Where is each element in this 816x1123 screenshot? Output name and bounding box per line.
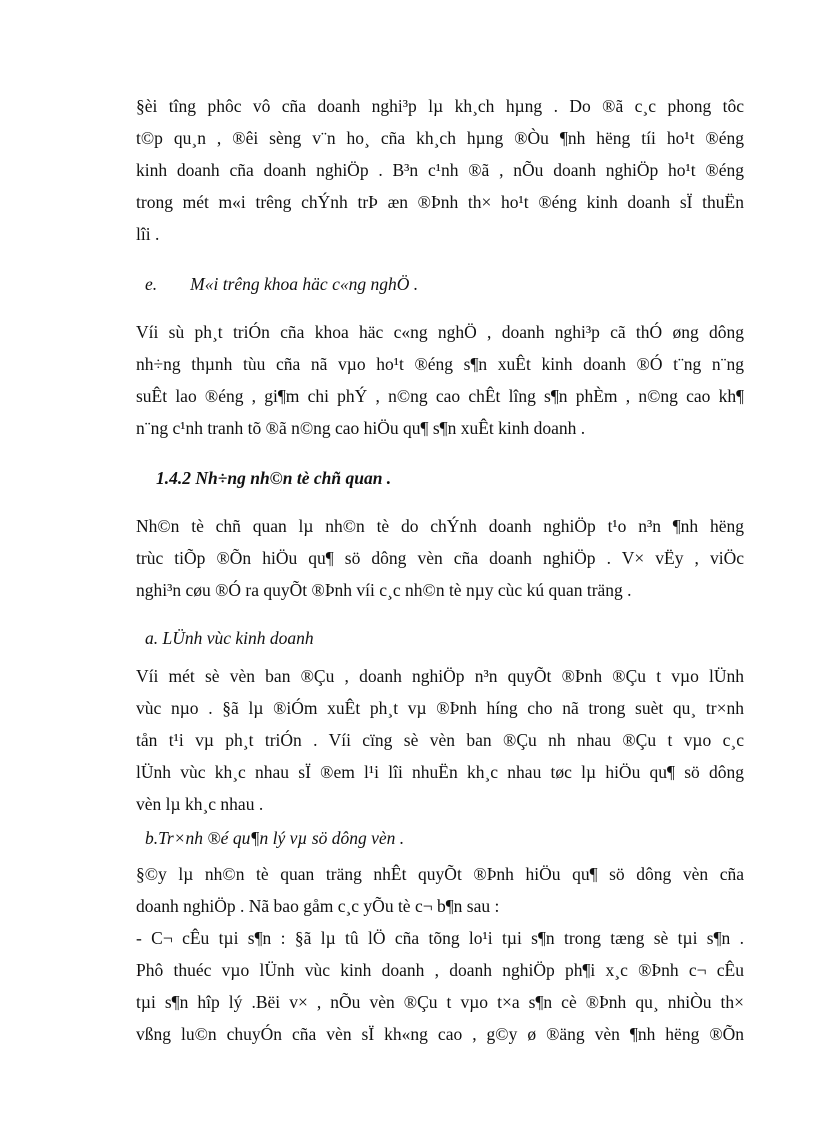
text-line: n¨ng c¹nh tranh tõ ®ã n©ng cao hiÖu qu¶ s¶n xuÊt kinh doanh .	[136, 418, 586, 438]
paragraph-management	[136, 858, 744, 922]
subheading-b	[145, 822, 745, 854]
text-line: vùc nµo . §ã lµ ®iÓm xuÊt ph¸t vµ ®Þnh híng cho nã trong suèt qu¸ tr×nh	[136, 698, 744, 718]
text-line: vßng lu©n chuyÓn cña vèn sÏ kh«ng cao , g©y ø ®äng vèn ¶nh hëng ®Õn	[136, 1024, 744, 1044]
text-line: trùc tiÕp ®Õn hiÖu qu¶ sö dông vèn cña doanh nghiÖp . V× vËy , viÖc	[136, 548, 744, 568]
subheading-text: b.Tr×nh ®é qu¶n lý vµ sö dông vèn .	[145, 828, 405, 848]
text-line: tån t¹i vµ ph¸t triÓn . Víi cïng sè vèn ban ®Çu nh nhau ®Çu t vµo c¸c	[136, 730, 744, 750]
subheading-marker: e.	[145, 274, 158, 294]
text-line: tµi s¶n hîp lý .Bëi v× , nÕu vèn ®Çu t vµo t×a s¶n cè ®Þnh qu¸ nhiÒu th×	[136, 992, 744, 1012]
text-line: kinh doanh cña doanh nghiÖp . B³n c¹nh ®ã , nÕu doanh nghiÖp ho¹t ®éng	[136, 160, 744, 180]
text-line: vèn lµ kh¸c nhau .	[136, 794, 264, 814]
text-line: t©p qu¸n , ®êi sèng v¨n ho¸ cña kh¸ch hµng ®Òu ¶nh hëng tíi ho¹t ®éng	[136, 128, 744, 148]
section-heading: 1.4.2 Nh÷ng nh©n tè chñ quan .	[156, 468, 392, 488]
paragraph-subjective	[136, 510, 744, 606]
text-line: §©y lµ nh©n tè quan träng nhÊt quyÕt ®Þnh hiÖu qu¶ sö dông vèn cña	[136, 864, 744, 884]
text-line: nh÷ng thµnh tùu cña nã vµo ho¹t ®éng s¶n xuÊt kinh doanh ®Ó t¨ng n¨ng	[136, 354, 744, 374]
paragraph-asset-structure	[136, 922, 744, 1050]
text-line: doanh nghiÖp . Nã bao gåm c¸c yÕu tè c¬ b¶n sau :	[136, 896, 500, 916]
subheading-text: a. LÜnh vùc kinh doanh	[145, 628, 314, 648]
text-line: nghi³n cøu ®Ó ra quyÕt ®Þnh víi c¸c nh©n tè nµy cùc kú quan träng .	[136, 580, 632, 600]
text-line: Nh©n tè chñ quan lµ nh©n tè do chÝnh doanh nghiÖp t¹o n³n ¶nh hëng	[136, 516, 744, 536]
paragraph-culture	[136, 90, 744, 250]
text-line: lîi .	[136, 224, 160, 244]
subheading-e	[145, 268, 745, 300]
text-line: trong mét m«i trêng chÝnh trÞ æn ®Þnh th× ho¹t ®éng kinh doanh sÏ thuËn	[136, 192, 744, 212]
text-line: suÊt lao ®éng , gi¶m chi phÝ , n©ng cao chÊt lîng s¶n phÈm , n©ng cao kh¶	[136, 386, 744, 406]
subheading-a	[145, 622, 745, 654]
paragraph-business-field	[136, 660, 744, 820]
text-line: lÜnh vùc kh¸c nhau sÏ ®em l¹i lîi nhuËn kh¸c nhau tøc lµ hiÖu qu¶ sö dông	[136, 762, 744, 782]
subheading-text: M«i trêng khoa häc c«ng nghÖ .	[190, 274, 419, 294]
text-line: §èi tîng phôc vô cña doanh nghi³p lµ kh¸ch hµng . Do ®ã c¸c phong tôc	[136, 96, 744, 116]
text-line: Phô thuéc vµo lÜnh vùc kinh doanh , doanh nghiÖp ph¶i x¸c ®Þnh c¬ cÊu	[136, 960, 744, 980]
text-line: - C¬ cÊu tµi s¶n : §ã lµ tû lÖ cña tõng lo¹i tµi s¶n trong tæng sè tµi s¶n .	[136, 928, 744, 948]
text-line: Víi sù ph¸t triÓn cña khoa häc c«ng nghÖ , doanh nghi³p cã thÓ øng dông	[136, 322, 744, 342]
text-line: Víi mét sè vèn ban ®Çu , doanh nghiÖp n³n quyÕt ®Þnh ®Çu t vµo lÜnh	[136, 666, 744, 686]
paragraph-technology	[136, 316, 744, 444]
